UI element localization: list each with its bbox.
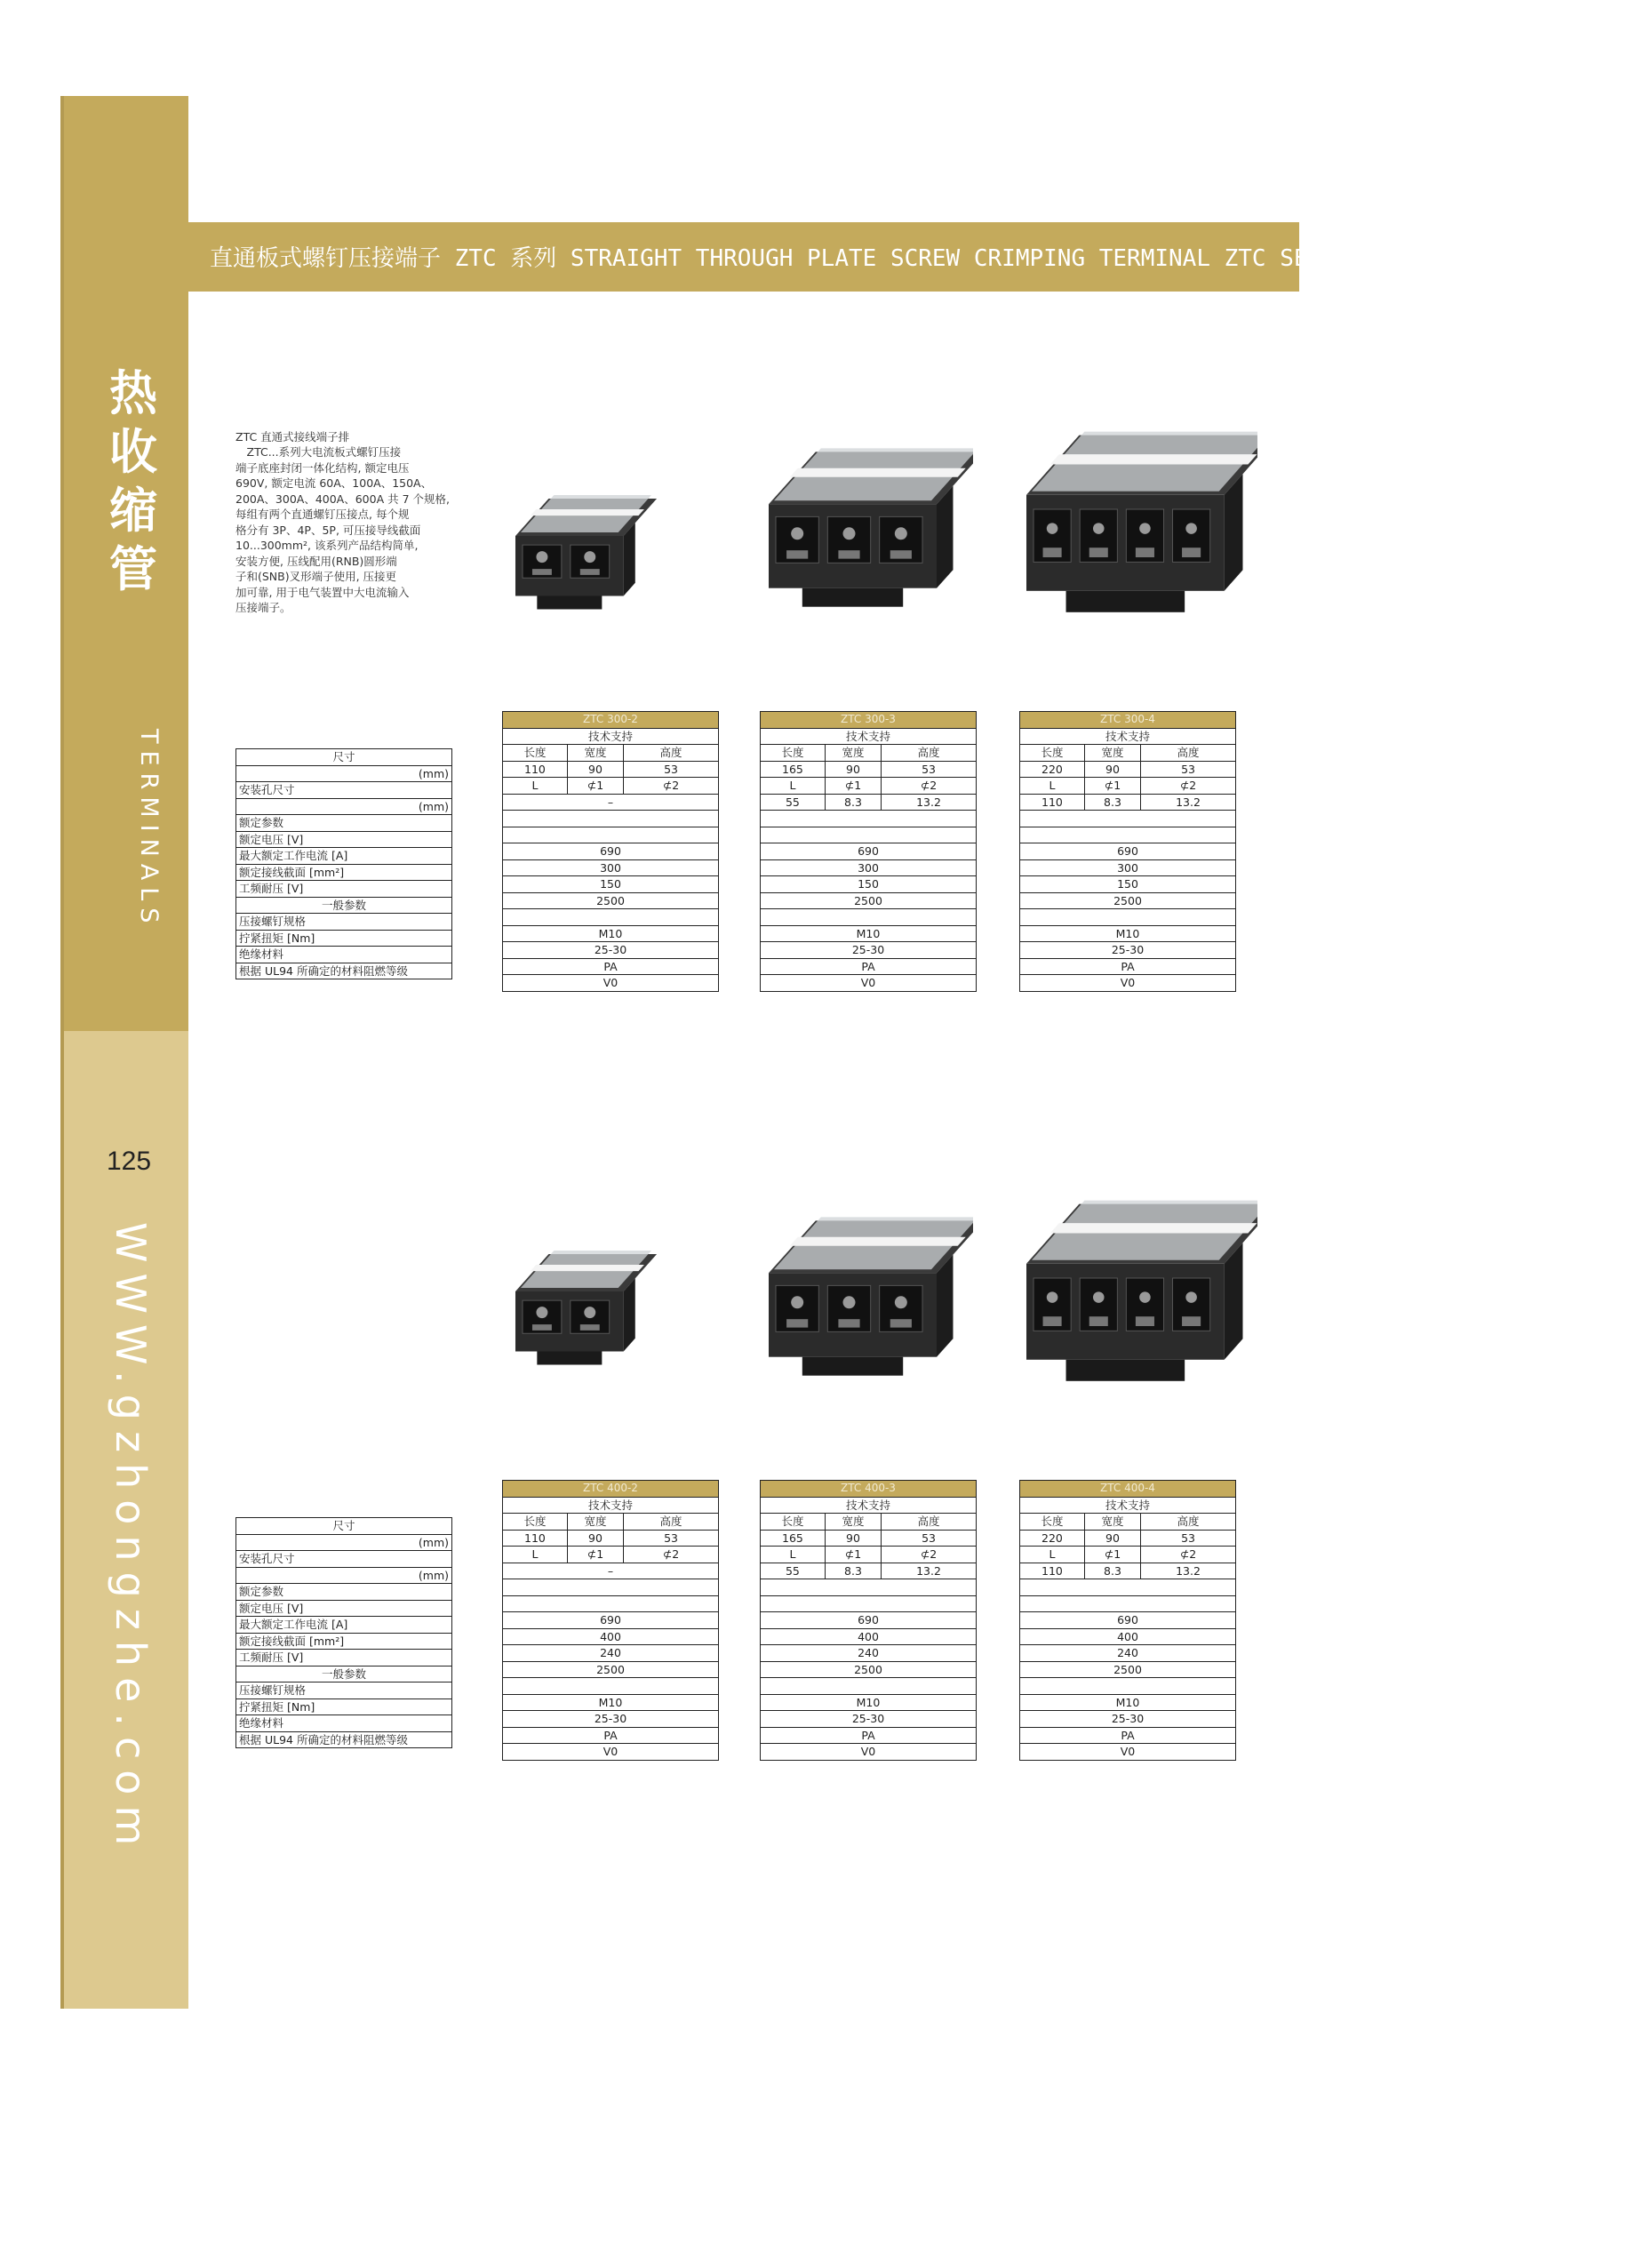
terminal-clamp xyxy=(1136,1316,1154,1326)
value-hole1: ⊄1 xyxy=(567,778,623,795)
value-l: L xyxy=(761,1547,826,1563)
model-name: ZTC 300-3 xyxy=(761,712,977,729)
blank-row xyxy=(503,909,719,926)
value-torque: 25-30 xyxy=(761,1711,977,1728)
screw-icon xyxy=(843,527,856,540)
value-hole1: ⊄1 xyxy=(825,778,881,795)
label-current: 最大额定工作电流 [A] xyxy=(236,848,452,865)
spec-table xyxy=(502,1480,719,1761)
col-length: 长度 xyxy=(1020,1514,1085,1531)
product-image-2p xyxy=(507,1249,658,1382)
page-number: 125 xyxy=(107,1147,152,1176)
col-width: 宽度 xyxy=(825,745,881,762)
blank-row xyxy=(1020,1579,1236,1596)
value-voltage: 690 xyxy=(1020,1612,1236,1629)
title-char: 管 xyxy=(109,541,157,597)
col-height: 高度 xyxy=(1141,745,1236,762)
value-height: 53 xyxy=(882,1530,977,1547)
value-hole1: ⊄1 xyxy=(567,1547,623,1563)
blank-row xyxy=(1020,1595,1236,1612)
value-current: 300 xyxy=(761,859,977,876)
screw-icon xyxy=(584,1307,595,1318)
terminal-label-strip xyxy=(531,509,644,516)
value-voltage: 690 xyxy=(1020,843,1236,860)
col-width: 宽度 xyxy=(825,1514,881,1531)
blank-row xyxy=(761,1678,977,1695)
value-hole2: ⊄2 xyxy=(624,778,719,795)
label-unit: (mm) xyxy=(236,1534,452,1551)
value-screw: M10 xyxy=(1020,1694,1236,1711)
value-section: 240 xyxy=(1020,1645,1236,1662)
value-flame: V0 xyxy=(1020,975,1236,992)
value-flame: V0 xyxy=(761,1744,977,1761)
value-voltage: 690 xyxy=(761,1612,977,1629)
value-insulation: PA xyxy=(761,1727,977,1744)
blank-row xyxy=(503,827,719,843)
title-char: 缩 xyxy=(109,483,157,539)
value-hole2: ⊄2 xyxy=(1141,1547,1236,1563)
blank-row xyxy=(761,1579,977,1596)
value-hole1: ⊄1 xyxy=(1084,778,1140,795)
value-torque: 25-30 xyxy=(503,942,719,959)
col-width: 宽度 xyxy=(1084,745,1140,762)
mount-1: 110 xyxy=(1020,1563,1085,1579)
value-l: L xyxy=(503,1547,568,1563)
terminal-clamp xyxy=(1089,548,1108,557)
mount-3: 13.2 xyxy=(1141,794,1236,811)
label-torque: 拧紧扭矩 [Nm] xyxy=(236,930,452,947)
terminal-clamp xyxy=(580,569,600,575)
blank-row xyxy=(503,1678,719,1695)
label-insulation: 绝缘材料 xyxy=(236,947,452,963)
screw-icon xyxy=(1185,523,1197,534)
value-width: 90 xyxy=(567,761,623,778)
spec-table xyxy=(1019,1480,1236,1761)
value-hole2: ⊄2 xyxy=(1141,778,1236,795)
description-body xyxy=(235,444,467,616)
product-image-2p xyxy=(507,493,658,627)
mount-none: – xyxy=(503,1563,719,1579)
product-image-3p xyxy=(760,444,973,631)
description-line: 格分有 3P、4P、5P, 可压接导线截面 xyxy=(235,523,421,537)
label-screw: 压接螺钉规格 xyxy=(236,914,452,931)
mount-2: 8.3 xyxy=(825,1563,881,1579)
value-height: 53 xyxy=(624,1530,719,1547)
mount-2: 8.3 xyxy=(1084,794,1140,811)
screw-icon xyxy=(1047,523,1058,534)
product-image-4p xyxy=(1018,427,1257,640)
screw-icon xyxy=(1093,523,1105,534)
description-line: 加可靠, 用于电气装置中大电流输入 xyxy=(235,585,410,599)
value-voltage: 690 xyxy=(503,843,719,860)
col-width: 宽度 xyxy=(567,745,623,762)
mount-1: 55 xyxy=(761,1563,826,1579)
label-unit: (mm) xyxy=(236,798,452,815)
value-section: 240 xyxy=(503,1645,719,1662)
value-torque: 25-30 xyxy=(1020,1711,1236,1728)
terminal-clamp xyxy=(890,1319,912,1327)
terminal-clamp xyxy=(890,550,912,558)
value-l: L xyxy=(761,778,826,795)
spec-label-table xyxy=(235,748,452,979)
tech-support-label: 技术支持 xyxy=(761,728,977,745)
value-hole2: ⊄2 xyxy=(624,1547,719,1563)
terminal-base xyxy=(537,596,602,610)
value-screw: M10 xyxy=(761,1694,977,1711)
blank-row xyxy=(761,827,977,843)
value-width: 90 xyxy=(1084,1530,1140,1547)
mount-3: 13.2 xyxy=(882,1563,977,1579)
label-voltage: 额定电压 [V] xyxy=(236,1600,452,1617)
label-insulation: 绝缘材料 xyxy=(236,1715,452,1732)
terminal-clamp xyxy=(1089,1316,1108,1326)
value-width: 90 xyxy=(567,1530,623,1547)
terminal-clamp xyxy=(838,1319,859,1327)
value-length: 110 xyxy=(503,1530,568,1547)
sidebar-category-title xyxy=(89,364,178,599)
blank-row xyxy=(1020,827,1236,843)
value-torque: 25-30 xyxy=(503,1711,719,1728)
value-l: L xyxy=(1020,1547,1085,1563)
mount-2: 8.3 xyxy=(1084,1563,1140,1579)
blank-row xyxy=(503,1579,719,1596)
screw-icon xyxy=(584,551,595,563)
website-url[interactable]: WWW.gzhongzhe.com xyxy=(107,1222,155,1857)
value-flame: V0 xyxy=(761,975,977,992)
label-general-params: 一般参数 xyxy=(236,897,452,914)
value-width: 90 xyxy=(825,1530,881,1547)
value-length: 165 xyxy=(761,1530,826,1547)
value-current: 300 xyxy=(503,859,719,876)
screw-icon xyxy=(536,1307,547,1318)
value-insulation: PA xyxy=(503,958,719,975)
value-screw: M10 xyxy=(503,1694,719,1711)
value-withstand: 2500 xyxy=(1020,1661,1236,1678)
blank-row xyxy=(761,909,977,926)
col-length: 长度 xyxy=(503,745,568,762)
col-width: 宽度 xyxy=(567,1514,623,1531)
mount-none: – xyxy=(503,794,719,811)
spec-label-table xyxy=(235,1517,452,1748)
terminal-clamp xyxy=(838,550,859,558)
product-image-4p xyxy=(1018,1195,1257,1409)
terminal-label-strip xyxy=(1050,454,1257,464)
value-hole2: ⊄2 xyxy=(882,1547,977,1563)
page-title: 直通板式螺钉压接端子 ZTC 系列 STRAIGHT THROUGH PLATE SCREW CRIMPING TERMINAL ZTC SERIES xyxy=(210,245,1364,272)
spec-table xyxy=(502,711,719,992)
value-flame: V0 xyxy=(503,975,719,992)
screw-icon xyxy=(1047,1291,1058,1303)
blank-row xyxy=(503,1595,719,1612)
terminal-label-strip xyxy=(1050,1223,1257,1233)
terminal-base xyxy=(1066,1360,1185,1381)
value-screw: M10 xyxy=(1020,925,1236,942)
value-current: 300 xyxy=(1020,859,1236,876)
terminal-base xyxy=(802,588,903,607)
label-screw: 压接螺钉规格 xyxy=(236,1683,452,1699)
value-height: 53 xyxy=(882,761,977,778)
blank-row xyxy=(761,811,977,827)
terminal-clamp xyxy=(532,1324,552,1331)
tech-support-label: 技术支持 xyxy=(761,1497,977,1514)
value-insulation: PA xyxy=(1020,1727,1236,1744)
mount-1: 110 xyxy=(1020,794,1085,811)
terminal-base xyxy=(1066,591,1185,612)
value-screw: M10 xyxy=(503,925,719,942)
description-title: ZTC 直通式接线端子排 xyxy=(235,430,350,444)
sidebar-category-english: TERMINALS xyxy=(135,729,163,931)
value-length: 165 xyxy=(761,761,826,778)
screw-icon xyxy=(1139,523,1151,534)
label-mounting-hole: 安装孔尺寸 xyxy=(236,782,452,799)
tech-support-label: 技术支持 xyxy=(503,1497,719,1514)
description-line: 子和(SNB)叉形端子使用, 压接更 xyxy=(235,570,397,583)
value-l: L xyxy=(1020,778,1085,795)
description-line: 200A、300A、400A、600A 共 7 个规格, xyxy=(235,492,450,506)
col-length: 长度 xyxy=(1020,745,1085,762)
model-name: ZTC 300-2 xyxy=(503,712,719,729)
label-rated-params: 额定参数 xyxy=(236,1584,452,1601)
label-withstand: 工频耐压 [V] xyxy=(236,1650,452,1667)
mount-3: 13.2 xyxy=(882,794,977,811)
terminal-clamp xyxy=(786,1319,808,1327)
label-dimension: 尺寸 xyxy=(236,749,452,766)
blank-row xyxy=(1020,1678,1236,1695)
value-section: 150 xyxy=(761,876,977,893)
terminal-label-strip xyxy=(531,1265,644,1271)
terminal-label-strip xyxy=(790,1237,966,1246)
value-l: L xyxy=(503,778,568,795)
mount-1: 55 xyxy=(761,794,826,811)
terminal-label-strip xyxy=(790,468,966,477)
value-hole1: ⊄1 xyxy=(1084,1547,1140,1563)
col-height: 高度 xyxy=(882,1514,977,1531)
terminal-clamp xyxy=(1182,548,1201,557)
col-height: 高度 xyxy=(624,745,719,762)
label-voltage: 额定电压 [V] xyxy=(236,831,452,848)
label-flame-rating: 根据 UL94 所确定的材料阻燃等级 xyxy=(236,963,452,979)
value-voltage: 690 xyxy=(503,1612,719,1629)
model-name: ZTC 400-2 xyxy=(503,1481,719,1498)
col-height: 高度 xyxy=(1141,1514,1236,1531)
mount-3: 13.2 xyxy=(1141,1563,1236,1579)
value-withstand: 2500 xyxy=(761,1661,977,1678)
spec-table xyxy=(1019,711,1236,992)
label-torque: 拧紧扭矩 [Nm] xyxy=(236,1698,452,1715)
value-height: 53 xyxy=(1141,761,1236,778)
label-unit: (mm) xyxy=(236,765,452,782)
value-current: 400 xyxy=(503,1628,719,1645)
mount-2: 8.3 xyxy=(825,794,881,811)
col-length: 长度 xyxy=(761,745,826,762)
terminal-base xyxy=(537,1352,602,1365)
terminal-clamp xyxy=(532,569,552,575)
value-current: 400 xyxy=(761,1628,977,1645)
terminal-clamp xyxy=(1043,1316,1062,1326)
tech-support-label: 技术支持 xyxy=(1020,1497,1236,1514)
value-height: 53 xyxy=(1141,1530,1236,1547)
value-width: 90 xyxy=(1084,761,1140,778)
value-section: 240 xyxy=(761,1645,977,1662)
col-length: 长度 xyxy=(761,1514,826,1531)
value-torque: 25-30 xyxy=(1020,942,1236,959)
spec-table xyxy=(760,711,977,992)
description-line: 安装方便, 压线配用(RNB)圆形端 xyxy=(235,554,397,568)
value-insulation: PA xyxy=(503,1727,719,1744)
screw-icon xyxy=(791,527,803,540)
value-section: 150 xyxy=(1020,876,1236,893)
screw-icon xyxy=(536,551,547,563)
terminal-clamp xyxy=(1136,548,1154,557)
blank-row xyxy=(1020,909,1236,926)
value-width: 90 xyxy=(825,761,881,778)
label-general-params: 一般参数 xyxy=(236,1666,452,1683)
screw-icon xyxy=(843,1296,856,1308)
blank-row xyxy=(1020,811,1236,827)
description-line: 端子底座封闭一体化结构, 额定电压 xyxy=(235,460,410,475)
value-length: 220 xyxy=(1020,1530,1085,1547)
model-name: ZTC 400-3 xyxy=(761,1481,977,1498)
value-flame: V0 xyxy=(503,1744,719,1761)
description-line: 每组有两个直通螺钉压接点, 每个规 xyxy=(235,508,410,521)
screw-icon xyxy=(1185,1291,1197,1303)
value-screw: M10 xyxy=(761,925,977,942)
screw-icon xyxy=(895,1296,907,1308)
screw-icon xyxy=(1139,1291,1151,1303)
value-withstand: 2500 xyxy=(503,892,719,909)
terminal-clamp xyxy=(786,550,808,558)
value-insulation: PA xyxy=(1020,958,1236,975)
tech-support-label: 技术支持 xyxy=(1020,728,1236,745)
tech-support-label: 技术支持 xyxy=(503,728,719,745)
col-width: 宽度 xyxy=(1084,1514,1140,1531)
terminal-base xyxy=(802,1357,903,1376)
description-line: ZTC...系列大电流板式螺钉压接 xyxy=(235,445,402,459)
blank-row xyxy=(503,811,719,827)
value-withstand: 2500 xyxy=(761,892,977,909)
screw-icon xyxy=(895,527,907,540)
value-length: 110 xyxy=(503,761,568,778)
value-length: 220 xyxy=(1020,761,1085,778)
col-length: 长度 xyxy=(503,1514,568,1531)
label-mounting-hole: 安装孔尺寸 xyxy=(236,1551,452,1568)
model-name: ZTC 400-4 xyxy=(1020,1481,1236,1498)
description-line: 690V, 额定电流 60A、100A、150A、 xyxy=(235,476,433,490)
title-char: 热 xyxy=(109,365,157,421)
value-flame: V0 xyxy=(1020,1744,1236,1761)
value-insulation: PA xyxy=(761,958,977,975)
value-withstand: 2500 xyxy=(1020,892,1236,909)
value-torque: 25-30 xyxy=(761,942,977,959)
label-withstand: 工频耐压 [V] xyxy=(236,881,452,898)
label-dimension: 尺寸 xyxy=(236,1518,452,1535)
value-current: 400 xyxy=(1020,1628,1236,1645)
value-hole1: ⊄1 xyxy=(825,1547,881,1563)
spec-table xyxy=(760,1480,977,1761)
value-withstand: 2500 xyxy=(503,1661,719,1678)
value-hole2: ⊄2 xyxy=(882,778,977,795)
label-unit: (mm) xyxy=(236,1567,452,1584)
model-name: ZTC 300-4 xyxy=(1020,712,1236,729)
title-char: 收 xyxy=(109,424,157,480)
col-height: 高度 xyxy=(624,1514,719,1531)
description-line: 10...300mm², 该系列产品结构简单, xyxy=(235,539,419,552)
terminal-clamp xyxy=(1182,1316,1201,1326)
value-section: 150 xyxy=(503,876,719,893)
label-section: 额定接线截面 [mm²] xyxy=(236,1633,452,1650)
product-image-3p xyxy=(760,1213,973,1400)
value-height: 53 xyxy=(624,761,719,778)
col-height: 高度 xyxy=(882,745,977,762)
screw-icon xyxy=(791,1296,803,1308)
description-line: 压接端子。 xyxy=(235,601,291,614)
label-flame-rating: 根据 UL94 所确定的材料阻燃等级 xyxy=(236,1731,452,1748)
terminal-clamp xyxy=(1043,548,1062,557)
label-current: 最大额定工作电流 [A] xyxy=(236,1617,452,1634)
label-rated-params: 额定参数 xyxy=(236,815,452,832)
screw-icon xyxy=(1093,1291,1105,1303)
terminal-clamp xyxy=(580,1324,600,1331)
blank-row xyxy=(761,1595,977,1612)
label-section: 额定接线截面 [mm²] xyxy=(236,864,452,881)
value-voltage: 690 xyxy=(761,843,977,860)
